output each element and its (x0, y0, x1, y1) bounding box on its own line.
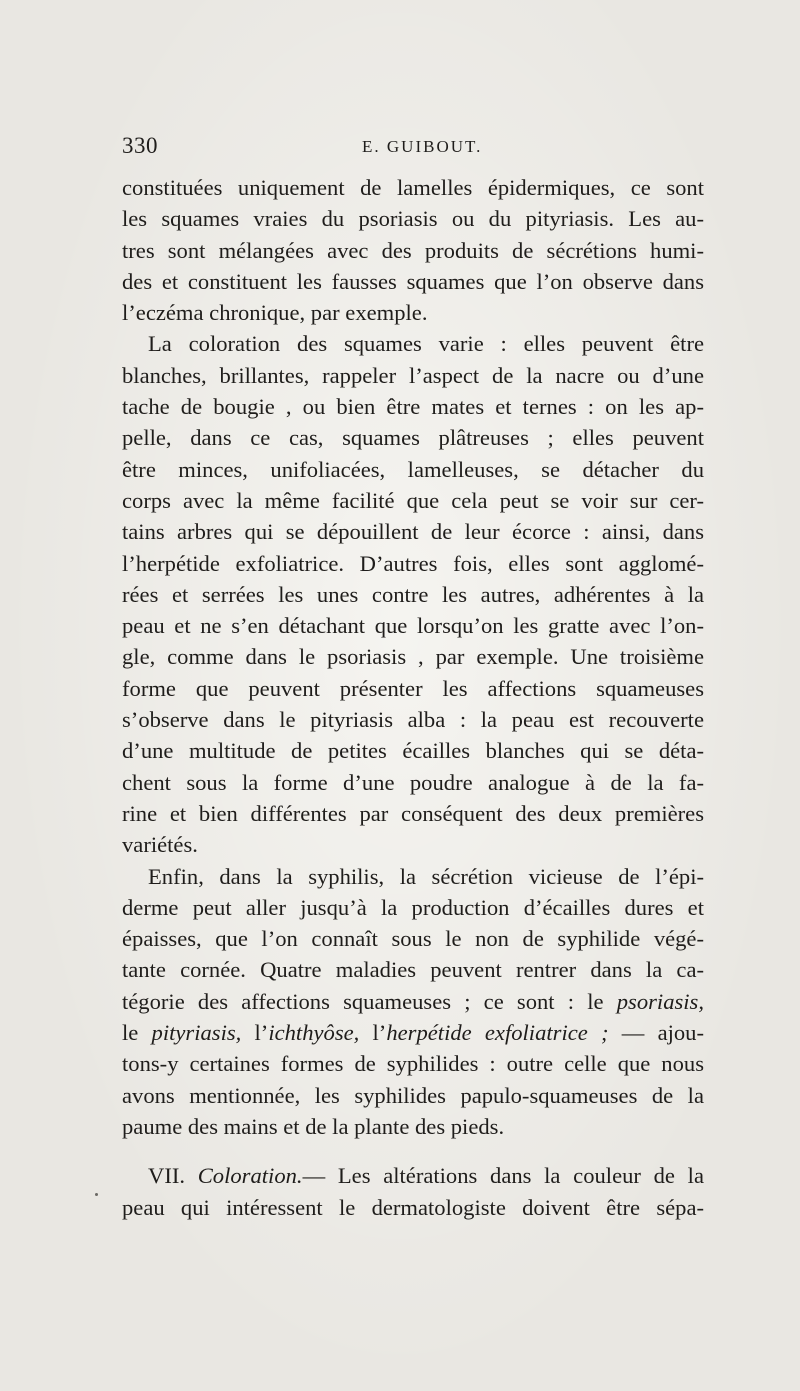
text-line: tains arbres qui se dépouillent de leur écorce : ainsi, dans (122, 519, 704, 545)
text-line: La coloration des squames varie : elles peuvent être (148, 331, 704, 357)
text-line: derme peut aller jusqu’à la production d’écailles dures et (122, 894, 704, 920)
text-line: constituées uniquement de lamelles épidermiques, ce sont (122, 175, 704, 200)
section-gap (122, 1142, 704, 1160)
running-head: E. GUIBOUT. (362, 137, 483, 156)
text-line: pelle, dans ce cas, squames plâtreuses ; elles peuvent (122, 425, 704, 451)
text-line: Enfin, dans la syphilis, la sécrétion vicieuse de l’épi- (148, 863, 704, 889)
text-line: gle, comme dans le psoriasis , par exemple. Une troisième (122, 644, 704, 670)
term-ichthyose: ichthyôse, (268, 1020, 360, 1046)
text-line: des et constituent les fausses squames que l’on observe dans (122, 268, 704, 294)
text-line (122, 1017, 704, 1048)
text-line: tres sont mélangées avec des produits de sécrétions humi- (122, 237, 704, 263)
text-line (122, 986, 704, 1017)
body-text (122, 172, 704, 1223)
text-line: être minces, unifoliacées, lamelleuses, se détacher du (122, 456, 704, 482)
text-line: épaisses, que l’on connaît sous le non de syphilide végé- (122, 926, 704, 952)
term-pityriasis: pityriasis, (151, 1020, 242, 1046)
text-line: peau qui intéressent le dermatologiste doivent être sépa- (122, 1194, 704, 1220)
text-line: blanches, brillantes, rappeler l’aspect de la nacre ou d’une (122, 362, 704, 388)
section-heading-line (122, 1160, 704, 1191)
text-line: d’une multitude de petites écailles blanches qui se déta- (122, 738, 704, 764)
text-line: l’eczéma chronique, par exemple. (122, 300, 428, 326)
text-fragment: le (122, 1020, 152, 1046)
text-line: s’observe dans le pityriasis alba : la peau est recouverte (122, 707, 704, 733)
text-line: tons-y certaines formes de syphilides : outre celle que nous (122, 1051, 704, 1077)
text-fragment: l’ (359, 1020, 387, 1046)
term-herpetide: herpétide exfoliatrice ; (386, 1020, 609, 1046)
text-line: rine et bien différentes par conséquent des deux premières (122, 800, 704, 826)
paper-speck (95, 1193, 98, 1196)
text-line: avons mentionnée, les syphilides papulo-squameuses de la (122, 1082, 704, 1108)
text-line: tache de bougie , ou bien être mates et ternes : on les ap- (122, 394, 704, 420)
section-vii (122, 1160, 704, 1223)
text-line: corps avec la même facilité que cela peut se voir sur cer- (122, 487, 704, 513)
text-line: paume des mains et de la plante des pieds. (122, 1113, 505, 1139)
text-line: variétés. (122, 832, 198, 858)
paragraph-3 (122, 861, 704, 1143)
term-psoriasis: psoriasis, (616, 988, 704, 1014)
text-line: les squames vraies du psoriasis ou du pityriasis. Les au- (122, 206, 704, 232)
text-line: rées et serrées les unes contre les autres, adhérentes à la (122, 581, 704, 607)
text-fragment: tégorie des affections squameuses ; ce sont : le (122, 988, 617, 1014)
section-number: VII. (148, 1163, 198, 1189)
page-header (122, 131, 704, 161)
section-title: Coloration. (197, 1163, 303, 1189)
text-fragment: l’ (241, 1020, 269, 1046)
text-line: chent sous la forme d’une poudre analogue à de la fa- (122, 769, 704, 795)
text-fragment: — Les altérations dans la couleur de la (302, 1163, 704, 1189)
text-line: tante cornée. Quatre maladies peuvent rentrer dans la ca- (122, 957, 704, 983)
text-fragment: — ajou- (608, 1020, 704, 1046)
page-number: 330 (122, 133, 158, 158)
paragraph-2 (122, 328, 704, 860)
text-line: peau et ne s’en détachant que lorsqu’on les gratte avec l’on- (122, 613, 704, 639)
text-line: l’herpétide exfoliatrice. D’autres fois, elles sont agglomé- (122, 550, 704, 576)
text-line: forme que peuvent présenter les affections squameuses (122, 675, 704, 701)
paragraph-1 (122, 172, 704, 328)
